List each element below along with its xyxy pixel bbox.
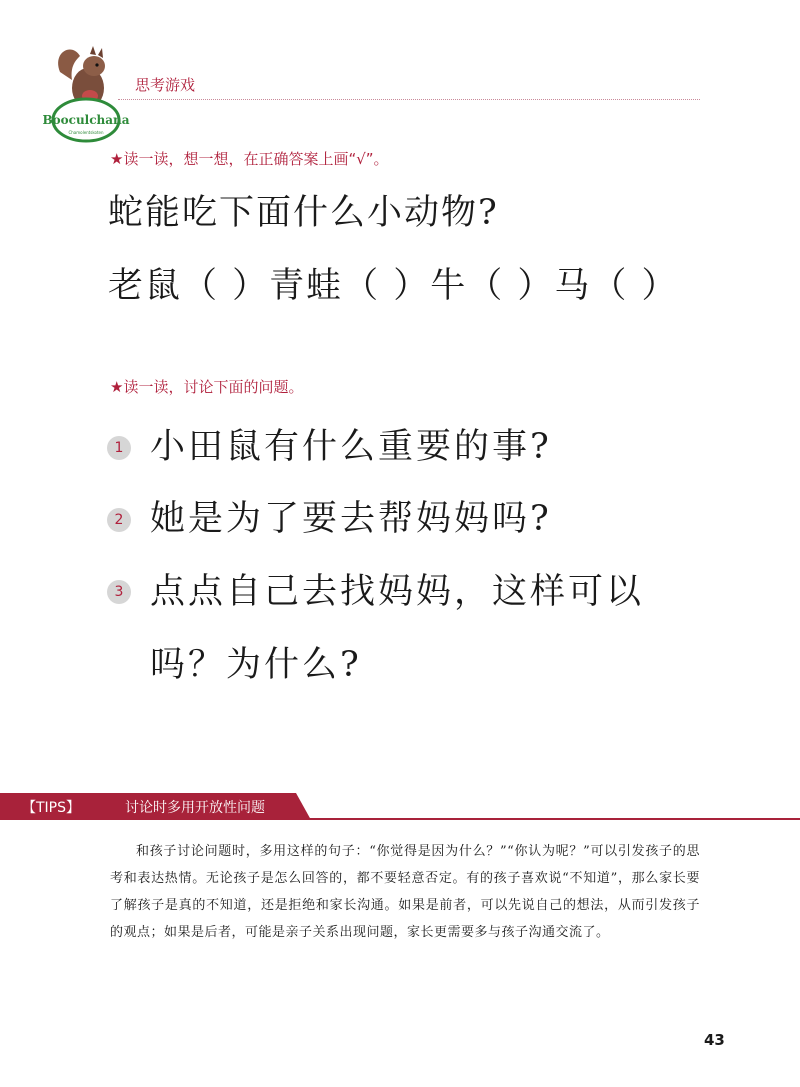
squirrel-logo: [42, 42, 130, 152]
discussion-question-2: 她是为了要去帮妈妈吗?: [150, 499, 552, 539]
tips-body: [110, 838, 700, 946]
section-title: 思考游戏: [135, 76, 196, 94]
squirrel-logo-icon: [42, 42, 130, 152]
question-number-badge: 3: [107, 580, 131, 604]
logo-text: Booculchana: [42, 113, 130, 127]
tips-paragraph: 和孩子讨论问题时，多用这样的句子：“你觉得是因为什么？”“你认为呢？”可以引发孩子的思考和表达热情。无论孩子是怎么回答的，都不要轻意否定。有的孩子喜欢说“不知道”，那么家长要了解孩子是真的不知道，还是拒绝和家长沟通。如果是前者，可以先说自己的想法，从而引发孩子的观点；如果是后者，可能是亲子关系出现问题，家长更需要多与孩子沟通交流了。: [110, 844, 700, 940]
discussion-question-3-line-2: 吗？为什么?: [150, 645, 362, 685]
logo-subtext: Chamolentskoten: [68, 130, 104, 135]
question-number-badge: 2: [107, 508, 131, 532]
tips-title: 讨论时多用开放性问题: [125, 800, 265, 816]
question-number-badge: 1: [107, 436, 131, 460]
exercise1-question: 蛇能吃下面什么小动物?: [108, 193, 499, 233]
discussion-question-1: 小田鼠有什么重要的事?: [150, 427, 552, 467]
header-divider: [118, 99, 700, 100]
page-number: 43: [704, 1031, 725, 1049]
exercise2-instruction: ★读一读，讨论下面的问题。: [110, 378, 304, 396]
exercise1-options: 老鼠（ ）青蛙（ ）牛（ ）马（ ）: [108, 266, 679, 306]
discussion-question-3-line-1: 点点自己去找妈妈，这样可以: [150, 572, 645, 612]
tips-label: 【TIPS】: [22, 800, 81, 816]
tips-divider: [0, 818, 800, 820]
exercise1-instruction: ★读一读，想一想，在正确答案上画“√”。: [110, 150, 389, 168]
